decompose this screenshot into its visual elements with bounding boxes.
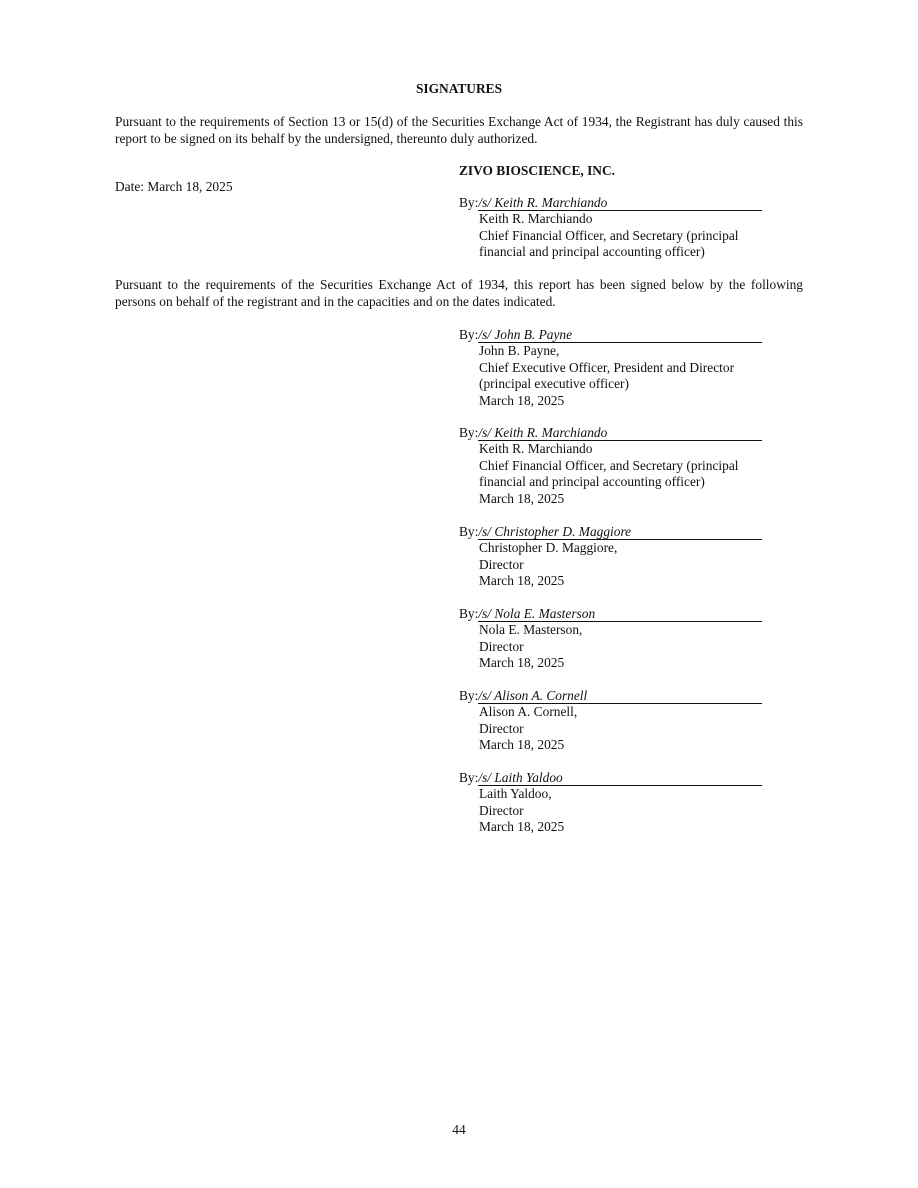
signature-line: /s/ Laith Yaldoo xyxy=(478,770,762,786)
by-label: By: xyxy=(459,194,479,210)
signatory-name: Keith R. Marchiando xyxy=(479,441,593,456)
signatory-details xyxy=(479,786,779,836)
signature-line: /s/ John B. Payne xyxy=(478,327,762,343)
signatory-title: Chief Executive Officer, President and Director xyxy=(479,359,735,375)
signatory-name: Keith R. Marchiando xyxy=(479,211,593,226)
signature-date: Date: March 18, 2025 xyxy=(115,179,233,194)
second-paragraph: Pursuant to the requirements of the Securities Exchange Act of 1934, this report has been signed below by the following persons on behalf of the registrant and in the capacities and on the dates indicated. xyxy=(115,277,803,309)
signatory-title: Director xyxy=(479,638,524,654)
signature-block xyxy=(459,769,762,836)
signature-block xyxy=(459,687,762,754)
signature-byline xyxy=(459,523,762,540)
signatory-title: Chief Financial Officer, and Secretary (principal xyxy=(479,227,739,243)
signatory-title: Chief Financial Officer, and Secretary (principal xyxy=(479,457,739,473)
signatory-details xyxy=(479,441,779,507)
by-label: By: xyxy=(459,424,479,440)
signature-byline xyxy=(459,769,762,786)
signatory-name: Laith Yaldoo, xyxy=(479,786,552,801)
signature-line: /s/ Alison A. Cornell xyxy=(478,688,762,704)
signature-byline xyxy=(459,194,762,211)
by-label: By: xyxy=(459,326,479,342)
signatory-date: March 18, 2025 xyxy=(479,655,565,670)
signature-line: /s/ Christopher D. Maggiore xyxy=(478,524,762,540)
by-label: By: xyxy=(459,523,479,539)
signatory-title: financial and principal accounting officer) xyxy=(479,244,705,259)
signatory-details xyxy=(479,540,779,590)
signature-block xyxy=(459,523,762,590)
signatory-date: March 18, 2025 xyxy=(479,737,565,752)
by-label: By: xyxy=(459,687,479,703)
signature-byline xyxy=(459,424,762,441)
signature-byline xyxy=(459,326,762,343)
signatory-name: Christopher D. Maggiore, xyxy=(479,540,618,555)
signature-line: /s/ Nola E. Masterson xyxy=(478,606,762,622)
signatory-date: March 18, 2025 xyxy=(479,573,565,588)
signature-block xyxy=(459,605,762,672)
signature-line: /s/ Keith R. Marchiando xyxy=(478,425,762,441)
signatory-date: March 18, 2025 xyxy=(479,392,565,408)
signatory-title: Director xyxy=(479,720,524,736)
signatory-title: financial and principal accounting officer) xyxy=(479,474,705,489)
signatory-date: March 18, 2025 xyxy=(479,490,565,506)
company-signature-block xyxy=(459,194,762,261)
by-label: By: xyxy=(459,769,479,785)
by-label: By: xyxy=(459,605,479,621)
signatory-details xyxy=(479,343,779,409)
signature-byline xyxy=(459,605,762,622)
intro-paragraph: Pursuant to the requirements of Section 13 or 15(d) of the Securities Exchange Act of 1934, the Registrant has duly caused this report to be signed on its behalf by the undersigned, thereunto duly authorized. xyxy=(115,114,803,146)
signatory-name: Nola E. Masterson, xyxy=(479,622,583,637)
signatory-title: Director xyxy=(479,802,524,818)
company-name: ZIVO BIOSCIENCE, INC. xyxy=(459,163,615,178)
signature-block xyxy=(459,326,762,409)
signatory-date: March 18, 2025 xyxy=(479,819,565,834)
page-title: SIGNATURES xyxy=(415,81,503,96)
signatory-details xyxy=(479,622,779,672)
signature-line: /s/ Keith R. Marchiando xyxy=(478,195,762,211)
signatory-title: (principal executive officer) xyxy=(479,376,629,391)
page-number: 44 xyxy=(452,1122,466,1137)
signatory-name: Alison A. Cornell, xyxy=(479,704,578,719)
signatory-details xyxy=(479,211,779,261)
signature-byline xyxy=(459,687,762,704)
signatory-name: John B. Payne, xyxy=(479,343,560,358)
signatory-title: Director xyxy=(479,556,524,572)
signature-block xyxy=(459,424,762,507)
signatory-details xyxy=(479,704,779,754)
